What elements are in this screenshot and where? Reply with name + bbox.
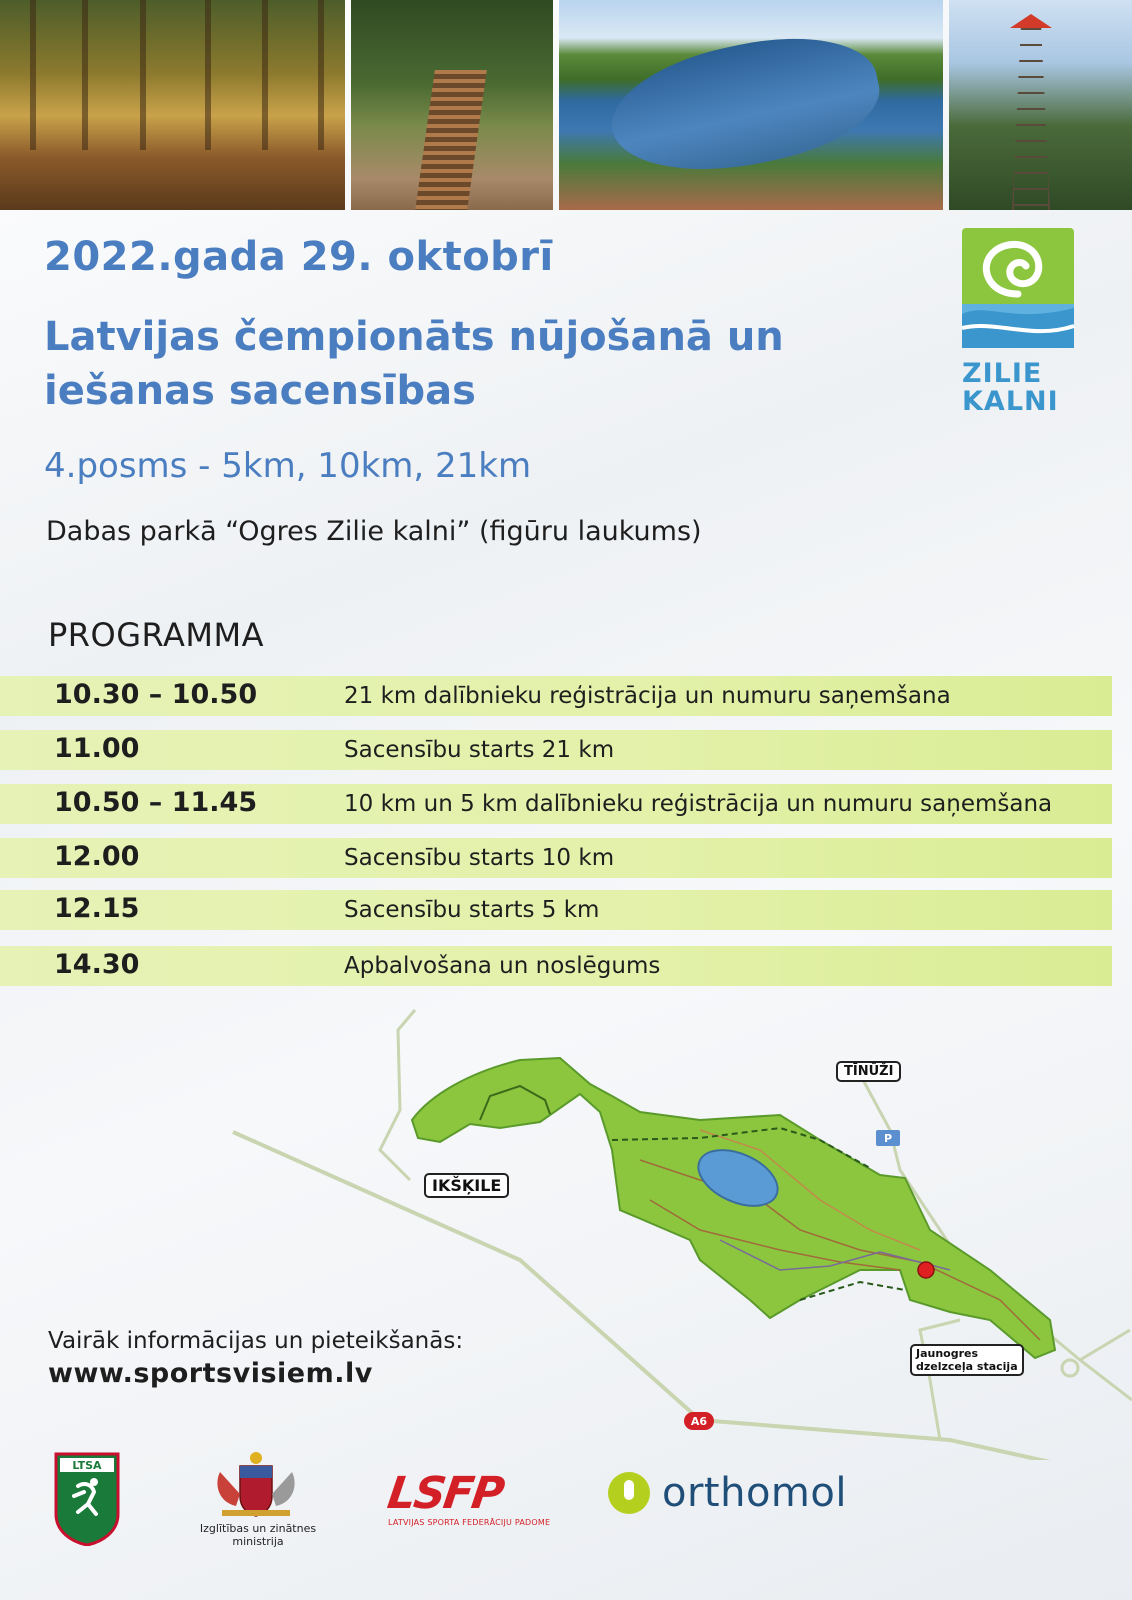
parking-label: P <box>883 1132 893 1145</box>
lsfp-subtitle: LATVIJAS SPORTA FEDERĀCIJU PADOME <box>388 1518 551 1527</box>
program-description: 10 km un 5 km dalībnieku reģistrācija un numuru saņemšana <box>344 791 1053 817</box>
lsfp-logo <box>384 1468 552 1527</box>
program-description: Apbalvošana un noslēgums <box>344 953 661 979</box>
orthomol-logo <box>608 1470 847 1516</box>
station-name: Jaunogres <box>916 1347 979 1360</box>
park-area <box>412 1058 1055 1358</box>
program-time: 14.30 <box>54 949 140 980</box>
program-row <box>0 784 1112 824</box>
program-row <box>0 946 1112 986</box>
ministry-name: Izglītības un zinātnes ministrija <box>199 1522 317 1548</box>
program-row <box>0 890 1112 930</box>
event-venue: Dabas parkā “Ogres Zilie kalni” (figūru laukums) <box>46 516 702 547</box>
program-time: 11.00 <box>54 733 140 764</box>
road-label-a6: A6 <box>690 1415 708 1428</box>
orthomol-wordmark: orthomol <box>662 1470 847 1516</box>
ltsa-logo <box>54 1452 120 1546</box>
program-description: Sacensību starts 10 km <box>344 845 615 871</box>
website-link[interactable]: www.sportsvisiem.lv <box>48 1358 373 1389</box>
orthomol-icon <box>608 1472 650 1514</box>
program-time: 10.50 – 11.45 <box>54 787 258 818</box>
event-title: Latvijas čempionāts nūjošanā un iešanas sacensības <box>44 314 784 414</box>
map-label-tinuzi: TĪNŪŽI <box>836 1061 901 1082</box>
station-type: dzelzceļa stacija <box>916 1360 1018 1373</box>
map-label-ikskile: IKŠĶILE <box>424 1173 509 1198</box>
logo-text-zilie: ZILIE <box>962 358 1043 389</box>
program-row <box>0 838 1112 878</box>
road-line <box>380 1010 415 1180</box>
program-time: 10.30 – 10.50 <box>54 679 258 710</box>
program-row <box>0 730 1112 770</box>
forest-photo <box>0 0 345 210</box>
map-label-station <box>910 1344 1024 1376</box>
program-time: 12.00 <box>54 841 140 872</box>
start-marker <box>918 1262 934 1278</box>
program-row <box>0 676 1112 716</box>
logo-text-kalni: KALNI <box>962 386 1059 417</box>
spiral-icon <box>962 228 1082 358</box>
event-date: 2022.gada 29. oktobrī <box>44 234 554 280</box>
ministry-crest-icon <box>212 1450 300 1520</box>
park-map <box>0 1000 1132 1460</box>
lsfp-mark: LSFP <box>384 1468 506 1519</box>
event-stage: 4.posms - 5km, 10km, 21km <box>44 446 532 486</box>
program-title: PROGRAMMA <box>48 616 264 654</box>
program-time: 12.15 <box>54 893 140 924</box>
program-description: 21 km dalībnieku reģistrācija un numuru saņemšana <box>344 683 951 709</box>
zilie-kalni-logo <box>962 228 1082 418</box>
svg-text:LTSA: LTSA <box>72 1459 102 1472</box>
program-description: Sacensību starts 5 km <box>344 897 600 923</box>
program-description: Sacensību starts 21 km <box>344 737 615 763</box>
info-text: Vairāk informācijas un pieteikšanās: <box>48 1328 464 1354</box>
